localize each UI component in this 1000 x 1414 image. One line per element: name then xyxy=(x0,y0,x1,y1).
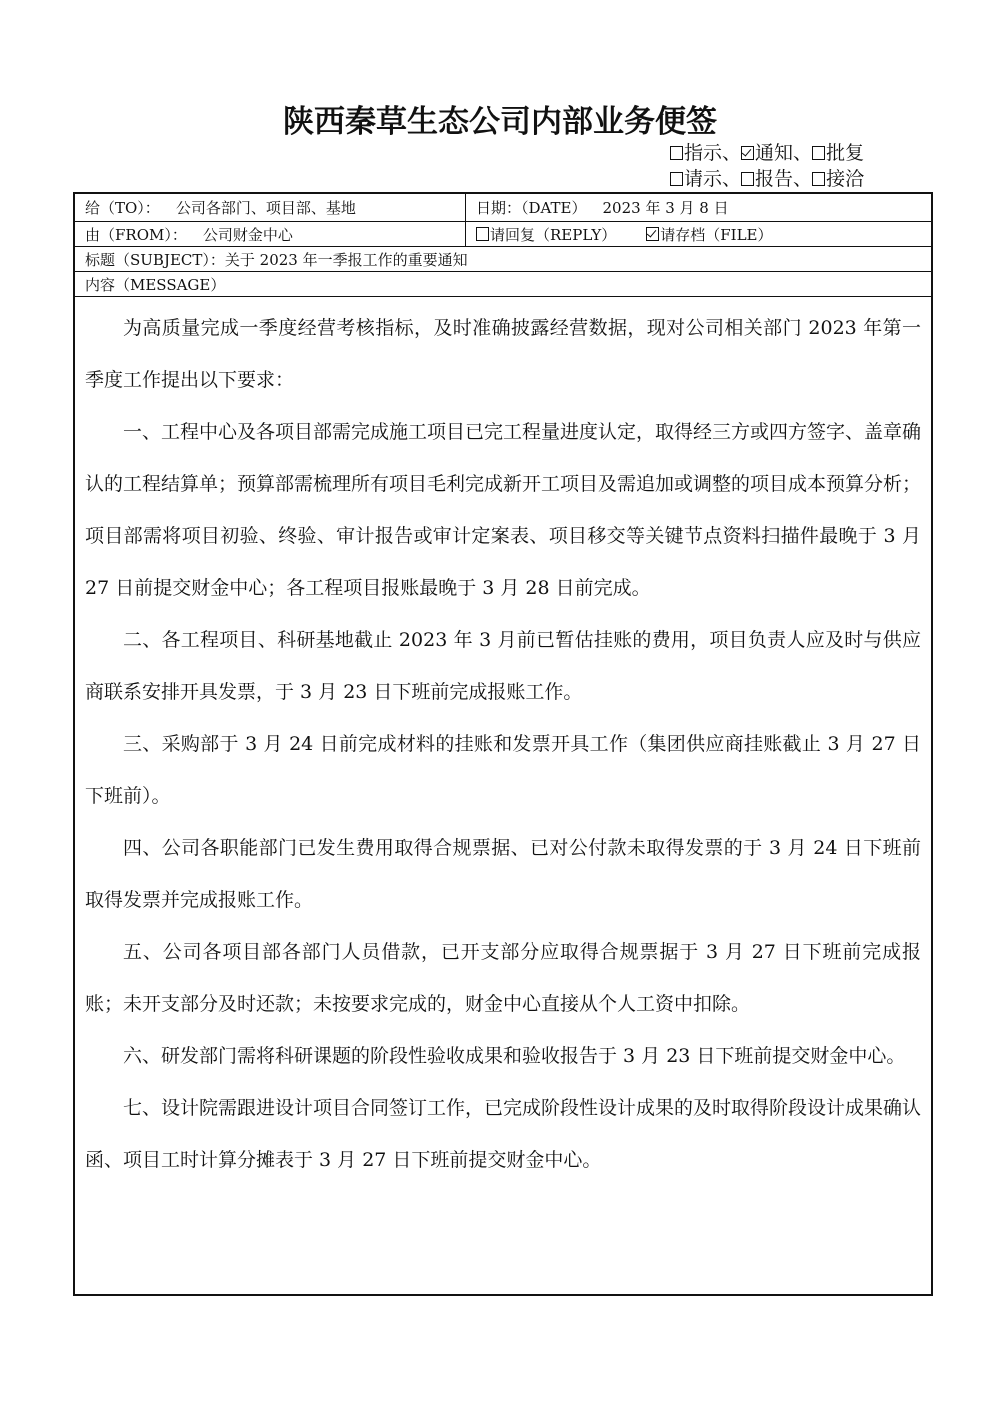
message-body xyxy=(85,302,921,1186)
notice-type-row-1 xyxy=(670,140,864,166)
checked-checkbox-icon xyxy=(741,146,754,160)
subject-value: 关于 2023 年一季报工作的重要通知 xyxy=(224,250,468,269)
message-paragraph: 一、工程中心及各项目部需完成施工项目已完工程量进度认定，取得经三方或四方签字、盖章确认的工程结算单；预算部需梳理所有项目毛利完成新开工项目及需追加或调整的项目成本预算分析；项目部需将项目初验、终验、审计报告或审计定案表、项目移交等关键节点资料扫描件最晚于 3 月 27 日前提交财金中心；各工程项目报账最晚于 3 月 28 日前完成。 xyxy=(85,421,922,599)
subject-row xyxy=(75,247,931,272)
checkbox-approval-label: 批复 xyxy=(826,142,865,164)
subject-label: 标题（SUBJECT）： xyxy=(85,250,225,269)
to-value: 公司各部门、项目部、基地 xyxy=(175,199,356,217)
checkbox-icon xyxy=(476,227,489,241)
file-label: 请存档（FILE） xyxy=(660,225,773,244)
memo-form xyxy=(73,192,933,1296)
checkbox-icon xyxy=(670,172,683,186)
separator: 、 xyxy=(722,168,742,190)
reply-file-cell xyxy=(465,222,773,246)
checkbox-icon xyxy=(670,146,683,160)
subject-cell xyxy=(85,247,468,271)
message-paragraph: 二、各工程项目、科研基地截止 2023 年 3 月前已暂估挂账的费用，项目负责人应及时与供应商联系安排开具发票，于 3 月 23 日下班前完成报账工作。 xyxy=(85,629,921,703)
checkbox-liaison[interactable] xyxy=(812,168,864,190)
from-value: 公司财金中心 xyxy=(202,225,293,244)
checkbox-icon xyxy=(812,146,825,160)
from-label: 由（FROM）： xyxy=(85,225,187,244)
checkbox-liaison-label: 接洽 xyxy=(826,168,865,190)
notice-type-row-2 xyxy=(670,166,864,192)
to-cell xyxy=(85,194,356,221)
separator: 、 xyxy=(793,168,813,190)
separator: 、 xyxy=(793,142,813,164)
to-date-row xyxy=(75,194,931,222)
checkbox-notice-label: 通知 xyxy=(755,142,794,164)
message-paragraph: 六、研发部门需将科研课题的阶段性验收成果和验收报告于 3 月 23 日下班前提交财金中心。 xyxy=(123,1045,906,1067)
checkbox-request-label: 请示 xyxy=(684,168,723,190)
checkbox-notice[interactable] xyxy=(741,142,793,164)
checkbox-instruction-label: 指示 xyxy=(684,142,723,164)
separator: 、 xyxy=(722,142,742,164)
from-reply-row xyxy=(75,222,931,247)
checked-checkbox-icon xyxy=(646,227,659,241)
message-paragraph: 三、采购部于 3 月 24 日前完成材料的挂账和发票开具工作（集团供应商挂账截止 3 月 27 日下班前）。 xyxy=(85,733,921,807)
date-label: 日期：（DATE） xyxy=(476,199,587,217)
file-checkbox[interactable] xyxy=(646,224,772,245)
reply-label: 请回复（REPLY） xyxy=(490,225,617,244)
message-label-cell xyxy=(85,272,225,296)
notice-type-checkboxes xyxy=(670,140,864,192)
date-value: 2023 年 3 月 8 日 xyxy=(602,199,729,217)
checkbox-request[interactable] xyxy=(670,168,722,190)
checkbox-approval[interactable] xyxy=(812,142,864,164)
checkbox-report[interactable] xyxy=(741,168,793,190)
checkbox-icon xyxy=(812,172,825,186)
to-label: 给（TO）： xyxy=(85,199,160,217)
reply-checkbox[interactable] xyxy=(476,224,616,245)
from-cell xyxy=(85,222,293,246)
checkbox-report-label: 报告 xyxy=(755,168,794,190)
checkbox-instruction[interactable] xyxy=(670,142,722,164)
message-paragraph: 四、公司各职能部门已发生费用取得合规票据、已对公付款未取得发票的于 3 月 24 日下班前取得发票并完成报账工作。 xyxy=(85,837,921,911)
message-paragraph: 五、公司各项目部各部门人员借款，已开支部分应取得合规票据于 3 月 27 日下班前完成报账；未开支部分及时还款；未按要求完成的，财金中心直接从个人工资中扣除。 xyxy=(85,941,921,1015)
date-cell xyxy=(465,194,729,221)
message-header-row xyxy=(75,272,931,297)
message-paragraph: 七、设计院需跟进设计项目合同签订工作，已完成阶段性设计成果的及时取得阶段设计成果确认函、项目工时计算分摊表于 3 月 27 日下班前提交财金中心。 xyxy=(85,1097,922,1171)
message-paragraph: 为高质量完成一季度经营考核指标，及时准确披露经营数据，现对公司相关部门 2023 年第一季度工作提出以下要求： xyxy=(85,317,921,391)
page-title: 陕西秦草生态公司内部业务便签 xyxy=(283,104,717,140)
checkbox-icon xyxy=(741,172,754,186)
message-label: 内容（MESSAGE） xyxy=(85,275,226,294)
